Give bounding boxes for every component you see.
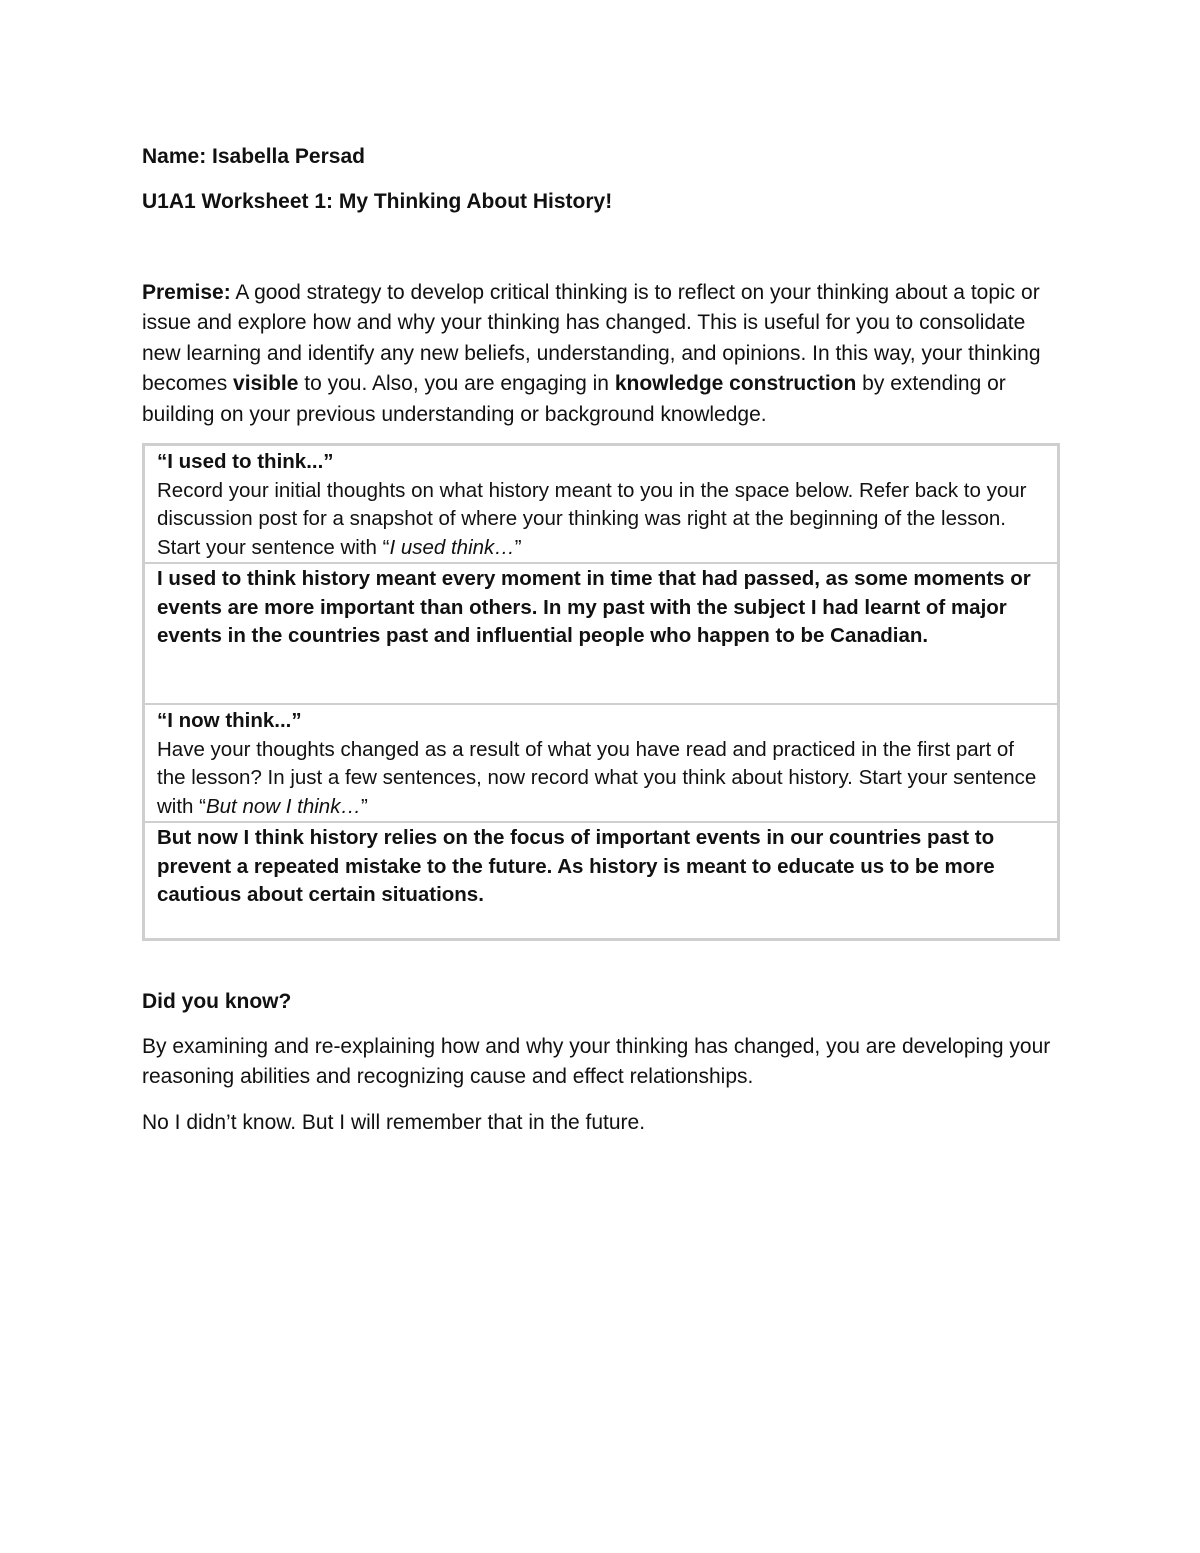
student-name: Name: Isabella Persad [142, 145, 365, 168]
used-to-think-heading: “I used to think...” [157, 450, 334, 474]
premise-label: Premise: [142, 281, 231, 304]
now-think-heading: “I now think...” [157, 709, 302, 733]
premise-text-1: A good strategy to develop critical thinking is to reflect on your thinking about a topic or issue and explore how and why your thinking has changed. This is useful for you to consolidate new learning and identify any new beliefs, understanding, and opinions. In this way, your thinking becomes [142, 281, 1041, 396]
premise-visible-term: visible [233, 372, 299, 396]
did-you-know-heading: Did you know? [142, 990, 292, 1014]
used-to-think-prompt-cell [145, 446, 1057, 562]
now-think-prompt-cell [145, 703, 1057, 821]
used-to-think-close-quote: ” [514, 535, 522, 559]
worksheet-title: U1A1 Worksheet 1: My Thinking About History! [142, 190, 613, 213]
thinking-table [142, 443, 1060, 941]
used-to-think-instructions: Record your initial thoughts on what history meant to you in the space below. Refer back to your discussion post for a snapshot of where your thinking was right at the beginning of the lesson. Start your sentence with “ [157, 478, 1027, 559]
premise-knowledge-term: knowledge construction [614, 372, 857, 396]
now-think-close-quote: ” [360, 794, 368, 818]
now-think-answer-cell[interactable]: But now I think history relies on the focus of important events in our countries past to prevent a repeated mistake to the future. As history is meant to educate us to be more cautious about certain situations. [145, 821, 1057, 938]
used-to-think-example: I used think… [389, 535, 515, 559]
now-think-instructions: Have your thoughts changed as a result of what you have read and practiced in the first part of the lesson? In just a few sentences, now record what you think about history. Start your sentence with “ [157, 737, 1037, 818]
premise-paragraph [142, 278, 1060, 430]
now-think-example: But now I think… [205, 794, 361, 818]
did-you-know-text: By examining and re-explaining how and why your thinking has changed, you are developing your reasoning abilities and recognizing cause and effect relationships. [142, 1035, 1051, 1089]
did-you-know-response: No I didn’t know. But I will remember that in the future. [142, 1111, 646, 1135]
premise-text-3: by extending or building on your previous understanding or background knowledge. [142, 372, 1006, 426]
used-to-think-answer-cell[interactable]: I used to think history meant every moment in time that had passed, as some moments or events are more important than others. In my past with the subject I had learnt of major events in the countries past and influential people who happen to be Canadian. [145, 562, 1057, 703]
premise-text-2: to you. Also, you are engaging in [298, 372, 615, 396]
worksheet-page [142, 142, 1060, 1154]
